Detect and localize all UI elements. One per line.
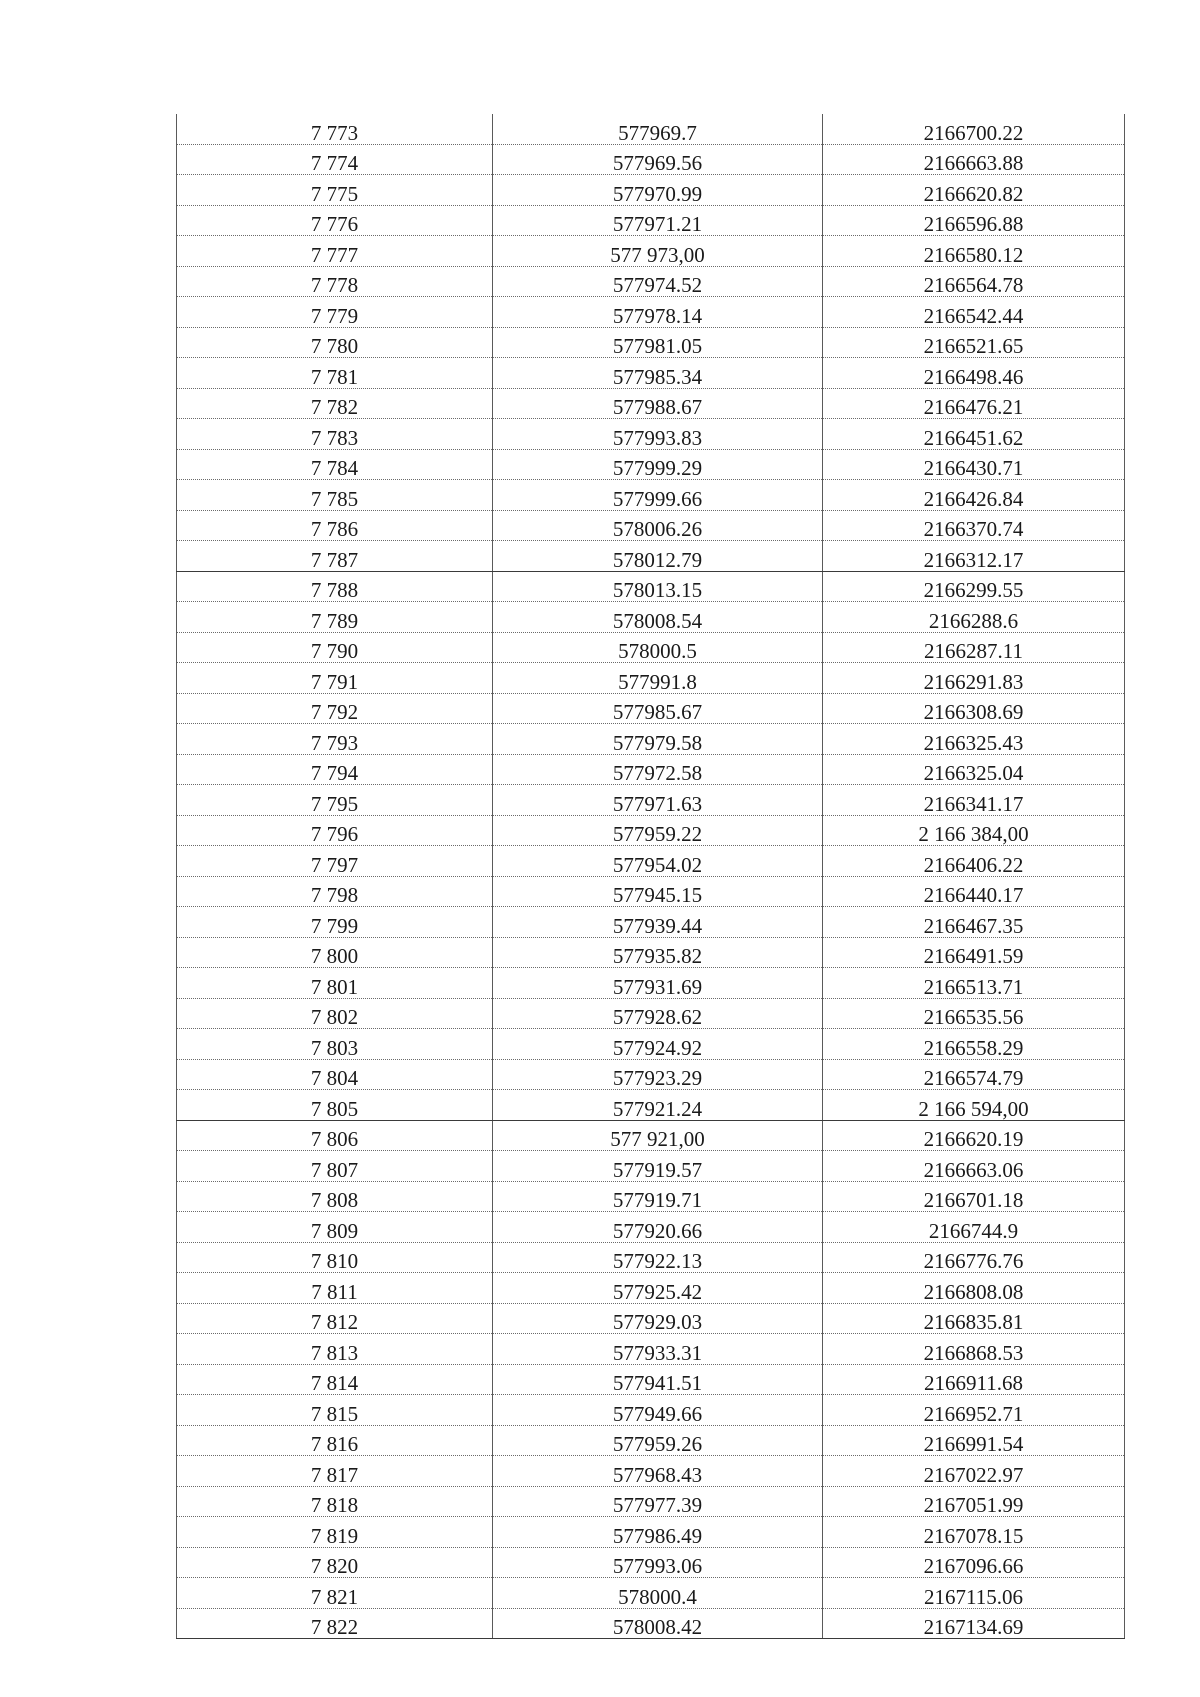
table-row [177,205,1125,236]
point-number-cell: 7 790 [177,632,493,663]
table-row [177,1425,1125,1456]
table-row [177,1578,1125,1609]
y-coordinate-cell: 2166620.82 [823,175,1125,206]
y-coordinate-cell: 2166701.18 [823,1181,1125,1212]
table-row [177,175,1125,206]
table-row [177,144,1125,175]
table-row [177,1181,1125,1212]
table-row [177,419,1125,450]
point-number-cell: 7 775 [177,175,493,206]
point-number-cell: 7 783 [177,419,493,450]
point-number-cell: 7 806 [177,1120,493,1151]
point-number-cell: 7 802 [177,998,493,1029]
point-number-cell: 7 809 [177,1212,493,1243]
point-number-cell: 7 791 [177,663,493,694]
point-number-cell: 7 810 [177,1242,493,1273]
x-coordinate-cell: 577935.82 [493,937,823,968]
y-coordinate-cell: 2166325.43 [823,724,1125,755]
point-number-cell: 7 784 [177,449,493,480]
table-row [177,724,1125,755]
y-coordinate-cell: 2166299.55 [823,571,1125,602]
point-number-cell: 7 807 [177,1151,493,1182]
x-coordinate-cell: 577993.06 [493,1547,823,1578]
table-row [177,1059,1125,1090]
point-number-cell: 7 804 [177,1059,493,1090]
point-number-cell: 7 777 [177,236,493,267]
point-number-cell: 7 814 [177,1364,493,1395]
table-row [177,785,1125,816]
point-number-cell: 7 816 [177,1425,493,1456]
point-number-cell: 7 798 [177,876,493,907]
table-row [177,1486,1125,1517]
x-coordinate-cell: 577959.26 [493,1425,823,1456]
x-coordinate-cell: 577924.92 [493,1029,823,1060]
point-number-cell: 7 774 [177,144,493,175]
x-coordinate-cell: 577921.24 [493,1090,823,1121]
x-coordinate-cell: 577970.99 [493,175,823,206]
table-row [177,1212,1125,1243]
y-coordinate-cell: 2166776.76 [823,1242,1125,1273]
table-row [177,114,1125,144]
point-number-cell: 7 801 [177,968,493,999]
y-coordinate-cell: 2166574.79 [823,1059,1125,1090]
y-coordinate-cell: 2166663.88 [823,144,1125,175]
point-number-cell: 7 781 [177,358,493,389]
y-coordinate-cell: 2166991.54 [823,1425,1125,1456]
x-coordinate-cell: 577945.15 [493,876,823,907]
point-number-cell: 7 782 [177,388,493,419]
table-row [177,480,1125,511]
x-coordinate-cell: 578013.15 [493,571,823,602]
x-coordinate-cell: 577974.52 [493,266,823,297]
table-row [177,1608,1125,1639]
y-coordinate-cell: 2167078.15 [823,1517,1125,1548]
y-coordinate-cell: 2166491.59 [823,937,1125,968]
x-coordinate-cell: 578012.79 [493,541,823,572]
table-row [177,1242,1125,1273]
table-row [177,1517,1125,1548]
table-row [177,1334,1125,1365]
y-coordinate-cell: 2166476.21 [823,388,1125,419]
x-coordinate-cell: 578000.5 [493,632,823,663]
table-row [177,358,1125,389]
x-coordinate-cell: 577971.21 [493,205,823,236]
y-coordinate-cell: 2 166 384,00 [823,815,1125,846]
x-coordinate-cell: 577922.13 [493,1242,823,1273]
x-coordinate-cell: 577981.05 [493,327,823,358]
table-row [177,1303,1125,1334]
y-coordinate-cell: 2166426.84 [823,480,1125,511]
table-row [177,1456,1125,1487]
y-coordinate-cell: 2166287.11 [823,632,1125,663]
table-row [177,663,1125,694]
point-number-cell: 7 773 [177,114,493,144]
x-coordinate-cell: 577939.44 [493,907,823,938]
table-row [177,846,1125,877]
x-coordinate-cell: 577923.29 [493,1059,823,1090]
table-row [177,937,1125,968]
x-coordinate-cell: 577969.7 [493,114,823,144]
point-number-cell: 7 799 [177,907,493,938]
y-coordinate-cell: 2166308.69 [823,693,1125,724]
point-number-cell: 7 813 [177,1334,493,1365]
y-coordinate-cell: 2166620.19 [823,1120,1125,1151]
x-coordinate-cell: 577931.69 [493,968,823,999]
table-row [177,266,1125,297]
y-coordinate-cell: 2167096.66 [823,1547,1125,1578]
point-number-cell: 7 811 [177,1273,493,1304]
x-coordinate-cell: 577999.66 [493,480,823,511]
x-coordinate-cell: 577979.58 [493,724,823,755]
point-number-cell: 7 786 [177,510,493,541]
x-coordinate-cell: 577 921,00 [493,1120,823,1151]
table-row [177,1395,1125,1426]
y-coordinate-cell: 2166596.88 [823,205,1125,236]
x-coordinate-cell: 577928.62 [493,998,823,1029]
y-coordinate-cell: 2166744.9 [823,1212,1125,1243]
point-number-cell: 7 789 [177,602,493,633]
y-coordinate-cell: 2167022.97 [823,1456,1125,1487]
point-number-cell: 7 817 [177,1456,493,1487]
table-row [177,1120,1125,1151]
x-coordinate-cell: 577919.57 [493,1151,823,1182]
x-coordinate-cell: 577978.14 [493,297,823,328]
x-coordinate-cell: 577919.71 [493,1181,823,1212]
y-coordinate-cell: 2167134.69 [823,1608,1125,1639]
y-coordinate-cell: 2166558.29 [823,1029,1125,1060]
y-coordinate-cell: 2166467.35 [823,907,1125,938]
x-coordinate-cell: 578008.54 [493,602,823,633]
x-coordinate-cell: 577972.58 [493,754,823,785]
y-coordinate-cell: 2166808.08 [823,1273,1125,1304]
point-number-cell: 7 788 [177,571,493,602]
x-coordinate-cell: 577954.02 [493,846,823,877]
table-row [177,236,1125,267]
point-number-cell: 7 793 [177,724,493,755]
point-number-cell: 7 794 [177,754,493,785]
table-row [177,297,1125,328]
coordinates-table-body [177,114,1125,1639]
point-number-cell: 7 815 [177,1395,493,1426]
y-coordinate-cell: 2166312.17 [823,541,1125,572]
table-row [177,327,1125,358]
table-row [177,998,1125,1029]
table-row [177,602,1125,633]
table-row [177,1151,1125,1182]
x-coordinate-cell: 577925.42 [493,1273,823,1304]
table-row [177,510,1125,541]
point-number-cell: 7 808 [177,1181,493,1212]
point-number-cell: 7 792 [177,693,493,724]
table-row [177,541,1125,572]
point-number-cell: 7 796 [177,815,493,846]
x-coordinate-cell: 577993.83 [493,419,823,450]
y-coordinate-cell: 2166288.6 [823,602,1125,633]
table-row [177,1364,1125,1395]
x-coordinate-cell: 577968.43 [493,1456,823,1487]
point-number-cell: 7 778 [177,266,493,297]
point-number-cell: 7 797 [177,846,493,877]
y-coordinate-cell: 2166430.71 [823,449,1125,480]
point-number-cell: 7 818 [177,1486,493,1517]
x-coordinate-cell: 577999.29 [493,449,823,480]
point-number-cell: 7 803 [177,1029,493,1060]
y-coordinate-cell: 2166564.78 [823,266,1125,297]
table-row [177,449,1125,480]
y-coordinate-cell: 2166911.68 [823,1364,1125,1395]
x-coordinate-cell: 577933.31 [493,1334,823,1365]
point-number-cell: 7 821 [177,1578,493,1609]
x-coordinate-cell: 577941.51 [493,1364,823,1395]
y-coordinate-cell: 2166535.56 [823,998,1125,1029]
x-coordinate-cell: 578006.26 [493,510,823,541]
table-row [177,876,1125,907]
x-coordinate-cell: 577949.66 [493,1395,823,1426]
point-number-cell: 7 800 [177,937,493,968]
point-number-cell: 7 776 [177,205,493,236]
x-coordinate-cell: 577971.63 [493,785,823,816]
table-row [177,754,1125,785]
table-row [177,1090,1125,1121]
point-number-cell: 7 822 [177,1608,493,1639]
point-number-cell: 7 780 [177,327,493,358]
table-row [177,907,1125,938]
y-coordinate-cell: 2166406.22 [823,846,1125,877]
table-row [177,1029,1125,1060]
x-coordinate-cell: 577991.8 [493,663,823,694]
point-number-cell: 7 805 [177,1090,493,1121]
x-coordinate-cell: 578000.4 [493,1578,823,1609]
y-coordinate-cell: 2166700.22 [823,114,1125,144]
coordinates-table [176,114,1125,1639]
y-coordinate-cell: 2166498.46 [823,358,1125,389]
y-coordinate-cell: 2 166 594,00 [823,1090,1125,1121]
x-coordinate-cell: 578008.42 [493,1608,823,1639]
table-row [177,571,1125,602]
table-row [177,815,1125,846]
point-number-cell: 7 787 [177,541,493,572]
x-coordinate-cell: 577977.39 [493,1486,823,1517]
y-coordinate-cell: 2166291.83 [823,663,1125,694]
point-number-cell: 7 779 [177,297,493,328]
table-row [177,1273,1125,1304]
y-coordinate-cell: 2166440.17 [823,876,1125,907]
table-row [177,388,1125,419]
y-coordinate-cell: 2166868.53 [823,1334,1125,1365]
y-coordinate-cell: 2166370.74 [823,510,1125,541]
point-number-cell: 7 812 [177,1303,493,1334]
y-coordinate-cell: 2166341.17 [823,785,1125,816]
y-coordinate-cell: 2167051.99 [823,1486,1125,1517]
y-coordinate-cell: 2166542.44 [823,297,1125,328]
y-coordinate-cell: 2166580.12 [823,236,1125,267]
point-number-cell: 7 820 [177,1547,493,1578]
y-coordinate-cell: 2166325.04 [823,754,1125,785]
point-number-cell: 7 785 [177,480,493,511]
x-coordinate-cell: 577929.03 [493,1303,823,1334]
y-coordinate-cell: 2166952.71 [823,1395,1125,1426]
x-coordinate-cell: 577986.49 [493,1517,823,1548]
x-coordinate-cell: 577969.56 [493,144,823,175]
x-coordinate-cell: 577985.34 [493,358,823,389]
x-coordinate-cell: 577985.67 [493,693,823,724]
table-row [177,1547,1125,1578]
x-coordinate-cell: 577 973,00 [493,236,823,267]
point-number-cell: 7 795 [177,785,493,816]
y-coordinate-cell: 2166835.81 [823,1303,1125,1334]
table-row [177,693,1125,724]
y-coordinate-cell: 2167115.06 [823,1578,1125,1609]
y-coordinate-cell: 2166513.71 [823,968,1125,999]
table-row [177,632,1125,663]
y-coordinate-cell: 2166451.62 [823,419,1125,450]
y-coordinate-cell: 2166521.65 [823,327,1125,358]
y-coordinate-cell: 2166663.06 [823,1151,1125,1182]
x-coordinate-cell: 577988.67 [493,388,823,419]
table-row [177,968,1125,999]
x-coordinate-cell: 577920.66 [493,1212,823,1243]
point-number-cell: 7 819 [177,1517,493,1548]
x-coordinate-cell: 577959.22 [493,815,823,846]
